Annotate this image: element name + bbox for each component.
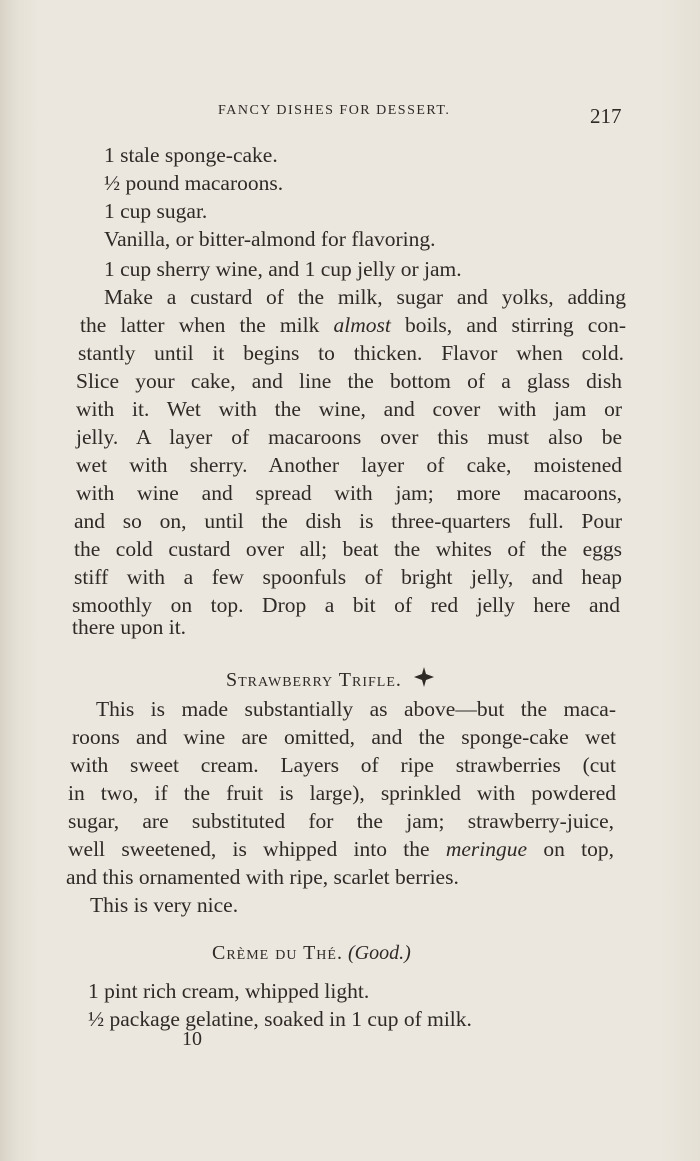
paragraph-line: the cold custard over all; beat the whites of the eggs (74, 537, 622, 561)
ingredient-line: Vanilla, or bitter-almond for flavoring. (104, 227, 436, 251)
paragraph-line: This is very nice. (90, 893, 239, 917)
ingredient-line: 1 pint rich cream, whipped light. (88, 979, 370, 1003)
ingredient-line: 1 stale sponge-cake. (104, 143, 278, 167)
paragraph-line: This is made substantially as above—but the maca- (96, 697, 616, 721)
paragraph-line: and so on, until the dish is three-quarters full. Pour (74, 509, 622, 533)
paragraph-line: with sweet cream. Layers of ripe strawberries (cut (70, 753, 616, 777)
paragraph-line: stantly until it begins to thicken. Flavor when cold. (78, 341, 624, 365)
paragraph-line: and this ornamented with ripe, scarlet berries. (66, 865, 459, 889)
recipe-heading (212, 942, 411, 965)
ingredient-line: ½ pound macaroons. (104, 171, 284, 195)
paragraph-line: with it. Wet with the wine, and cover with jam or (76, 397, 622, 421)
paragraph-line: stiff with a few spoonfuls of bright jelly, and heap (74, 565, 622, 589)
recipe-title: Strawberry Trifle. (226, 669, 402, 691)
paragraph-line: sugar, are substituted for the jam; strawberry-juice, (68, 809, 614, 833)
paragraph-line: jelly. A layer of macaroons over this must also be (76, 425, 622, 449)
paragraph-line: Slice your cake, and line the bottom of a glass dish (76, 369, 622, 393)
paragraph-line: in two, if the fruit is large), sprinkled with powdered (68, 781, 616, 805)
paragraph-line: with wine and spread with jam; more macaroons, (76, 481, 622, 505)
recipe-note: (Good.) (347, 942, 411, 964)
page-number: 217 (590, 104, 622, 128)
maltese-cross-icon (413, 666, 435, 694)
paragraph-line: there upon it. (72, 615, 187, 639)
ingredient-line: ½ package gelatine, soaked in 1 cup of milk. (88, 1007, 472, 1031)
recipe-heading (226, 664, 435, 692)
paragraph-line: roons and wine are omitted, and the sponge-cake wet (72, 725, 616, 749)
paragraph-line: Make a custard of the milk, sugar and yolks, adding (104, 285, 626, 309)
paragraph-line: wet with sherry. Another layer of cake, moistened (76, 453, 622, 477)
paragraph-line: the latter when the milk almost boils, and stirring con- (80, 313, 627, 337)
paragraph-line: well sweetened, is whipped into the meringue on top, (68, 837, 614, 861)
signature-mark: 10 (182, 1028, 202, 1050)
paragraph-line: smoothly on top. Drop a bit of red jelly here and (72, 593, 620, 617)
recipe-title: Crème du Thé. (212, 942, 343, 964)
ingredient-line: 1 cup sugar. (104, 199, 208, 223)
ingredient-line: 1 cup sherry wine, and 1 cup jelly or jam. (104, 257, 462, 281)
running-head: FANCY DISHES FOR DESSERT. (218, 103, 451, 118)
